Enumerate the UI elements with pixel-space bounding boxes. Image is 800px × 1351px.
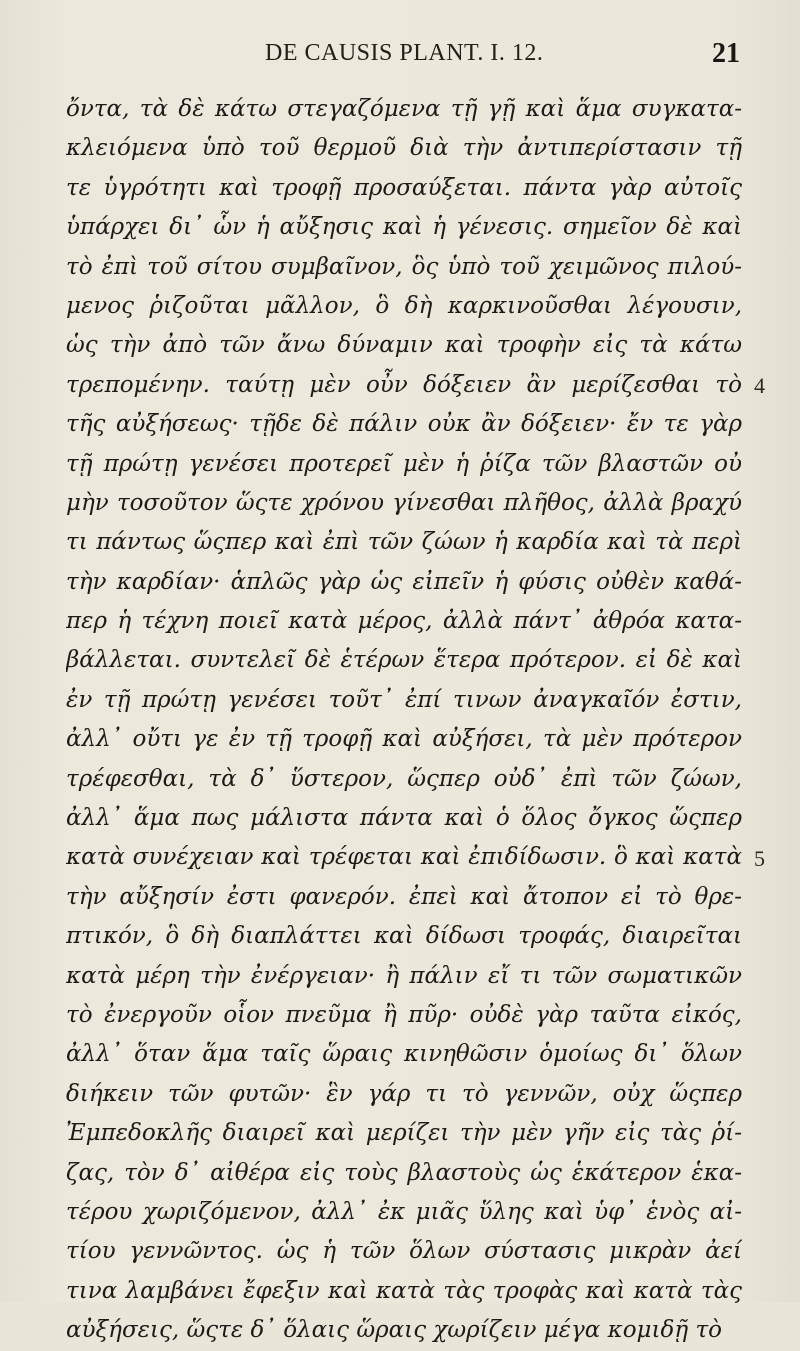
text-line: τῆς αὐξήσεως· τῇδε δὲ πάλιν οὐκ ἂν δόξειεν· ἔν τε γὰρ: [66, 411, 742, 438]
text-line: τρέφεσθαι, τὰ δ᾽ ὕστερον, ὥςπερ οὐδ᾽ ἐπὶ τῶν ζώων,: [66, 765, 742, 792]
greek-text-block: [66, 90, 742, 1351]
text-line: τὸ ἐπὶ τοῦ σίτου συμβαῖνον, ὃς ὑπὸ τοῦ χειμῶνος πιλού-: [66, 253, 742, 280]
text-line: ζας, τὸν δ᾽ αἰθέρα εἰς τοὺς βλαστοὺς ὡς ἑκάτερον ἑκα-: [66, 1159, 742, 1186]
text-line: τι πάντως ὥςπερ καὶ ἐπὶ τῶν ζώων ἡ καρδία καὶ τὰ περὶ: [66, 529, 742, 556]
text-line: τὸ ἐνεργοῦν οἷον πνεῦμα ἢ πῦρ· οὐδὲ γὰρ ταῦτα εἰκός,: [66, 1001, 742, 1028]
text-line: κατὰ συνέχειαν καὶ τρέφεται καὶ ἐπιδίδωσιν. ὃ καὶ κατὰ: [66, 844, 742, 871]
text-line: μενος ῥιζοῦται μᾶλλον, ὃ δὴ καρκινοῦσθαι λέγουσιν,: [66, 292, 742, 319]
text-line: βάλλεται. συντελεῖ δὲ ἑτέρων ἕτερα πρότερον. εἰ δὲ καὶ: [66, 647, 742, 674]
text-line: ἀλλ᾽ ὅταν ἅμα ταῖς ὥραις κινηθῶσιν ὁμοίως δι᾽ ὅλων: [66, 1041, 742, 1068]
text-line: ἀλλ᾽ οὔτι γε ἐν τῇ τροφῇ καὶ αὐξήσει, τὰ μὲν πρότερον: [66, 726, 742, 753]
text-line: περ ἡ τέχνη ποιεῖ κατὰ μέρος, ἀλλὰ πάντ᾽ ἀθρόα κατα-: [66, 608, 742, 635]
text-line: τέρου χωριζόμενον, ἀλλ᾽ ἐκ μιᾶς ὕλης καὶ ὑφ᾽ ἑνὸς αἰ-: [66, 1198, 742, 1225]
page-number: 21: [712, 38, 740, 69]
text-line: κλειόμενα ὑπὸ τοῦ θερμοῦ διὰ τὴν ἀντιπερίστασιν τῇ: [66, 135, 742, 162]
text-line: τινα λαμβάνει ἔφεξιν καὶ κατὰ τὰς τροφὰς καὶ κατὰ τὰς: [66, 1277, 742, 1304]
text-line: διήκειν τῶν φυτῶν· ἓν γάρ τι τὸ γεννῶν, οὐχ ὥςπερ: [66, 1080, 742, 1107]
text-line: ἐν τῇ πρώτῃ γενέσει τοῦτ᾽ ἐπί τινων ἀναγκαῖόν ἐστιν,: [66, 686, 742, 713]
text-line: τὴν αὔξησίν ἐστι φανερόν. ἐπεὶ καὶ ἄτοπον εἰ τὸ θρε-: [66, 883, 742, 910]
text-line: ἀλλ᾽ ἅμα πως μάλιστα πάντα καὶ ὁ ὅλος ὄγκος ὥςπερ: [66, 805, 742, 832]
text-line: ὄντα, τὰ δὲ κάτω στεγαζόμενα τῇ γῇ καὶ ἅμα συγκατα-: [66, 96, 742, 122]
text-line: μὴν τοσοῦτον ὥςτε χρόνου γίνεσθαι πλῆθος, ἀλλὰ βραχύ: [66, 489, 742, 516]
text-line: τε ὑγρότητι καὶ τροφῇ προσαύξεται. πάντα γὰρ αὐτοῖς: [66, 174, 742, 201]
text-line: πτικόν, ὃ δὴ διαπλάττει καὶ δίδωσι τροφάς, διαιρεῖται: [66, 923, 742, 950]
text-line: αὐξήσεις, ὥςτε δ᾽ ὅλαις ὥραις χωρίζειν μέγα κομιδῇ τὸ: [66, 1317, 723, 1344]
text-line: κατὰ μέρη τὴν ἐνέργειαν· ἢ πάλιν εἴ τι τῶν σωματικῶν: [66, 962, 742, 989]
section-number: 5: [754, 845, 765, 871]
text-line: τὴν καρδίαν· ἁπλῶς γὰρ ὡς εἰπεῖν ἡ φύσις οὐθὲν καθά-: [66, 568, 742, 595]
text-line: ὡς τὴν ἀπὸ τῶν ἄνω δύναμιν καὶ τροφὴν εἰς τὰ κάτω: [66, 332, 742, 359]
text-line: ὑπάρχει δι᾽ ὧν ἡ αὔξησις καὶ ἡ γένεσις. σημεῖον δὲ καὶ: [66, 214, 742, 241]
text-line: τῇ πρώτῃ γενέσει προτερεῖ μὲν ἡ ῥίζα τῶν βλαστῶν οὐ: [66, 450, 742, 477]
text-line: Ἐμπεδοκλῆς διαιρεῖ καὶ μερίζει τὴν μὲν γῆν εἰς τὰς ῥί-: [66, 1120, 742, 1147]
text-line: τρεπομένην. ταύτῃ μὲν οὖν δόξειεν ἂν μερίζεσθαι τὸ: [66, 371, 742, 398]
running-head: DE CAUSIS PLANT. I. 12.: [265, 40, 544, 66]
section-number: 4: [754, 372, 765, 398]
text-line: τίου γεννῶντος. ὡς ἡ τῶν ὅλων σύστασις μικρὰν ἀεί: [66, 1238, 742, 1265]
